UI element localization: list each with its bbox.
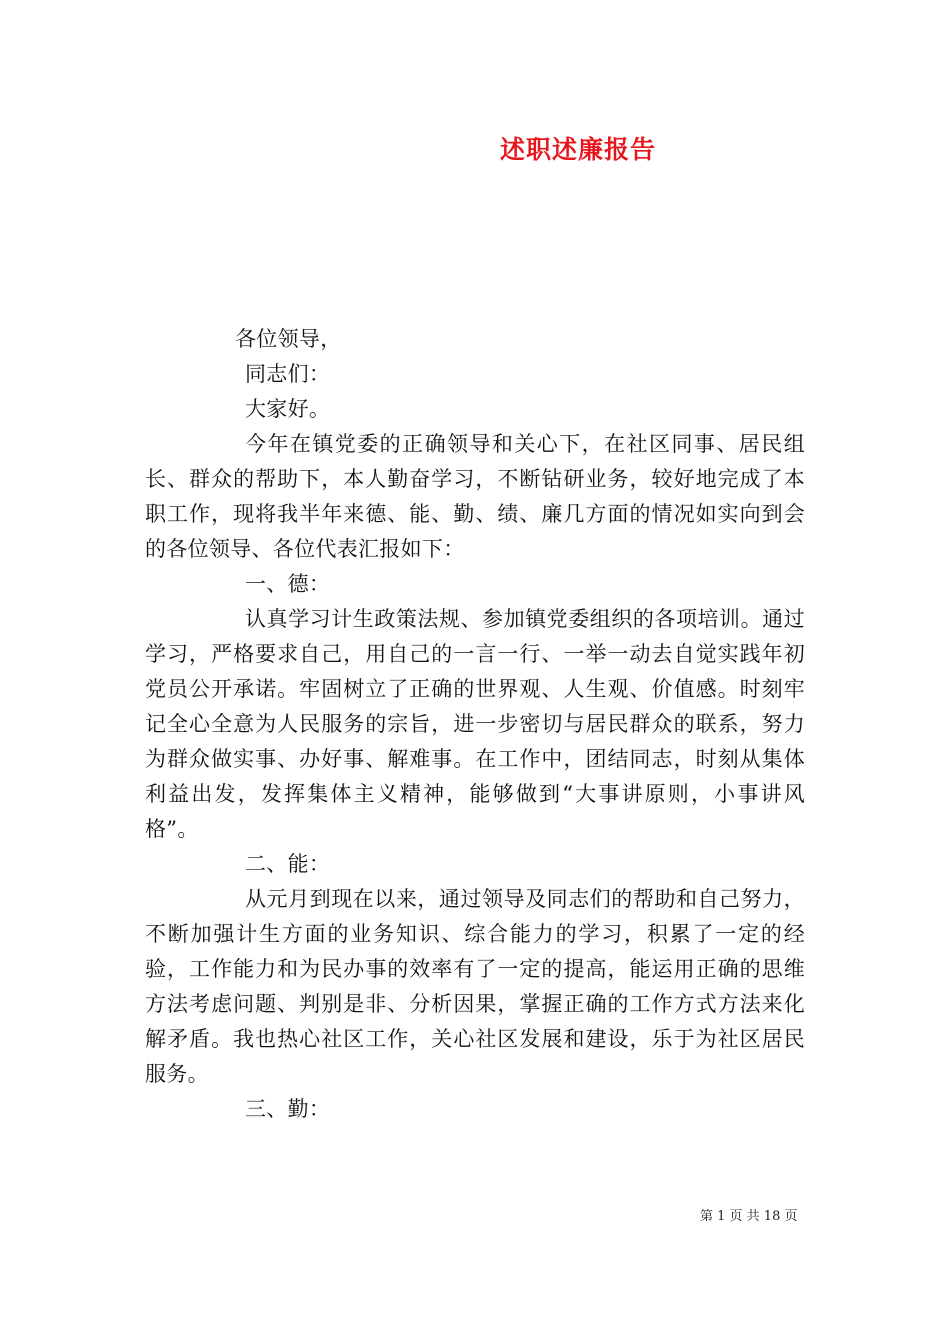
section-text-ability: 从元月到现在以来，通过领导及同志们的帮助和自己努力，不断加强计生方面的业务知识、综合能力的学习，积累了一定的经验，工作能力和为民办事的效率有了一定的提高，能运用正确的思维方法考虑问题、判别是非、分析因果，掌握正确的工作方式方法来化解矛盾。我也热心社区工作，关心社区发展和建设，乐于为社区居民服务。 (145, 887, 805, 1086)
salutation-comrades: 同志们： (245, 362, 331, 386)
document-body (145, 322, 805, 1127)
page-footer: 第 1 页 共 18 页 (700, 1209, 798, 1224)
intro-paragraph: 今年在镇党委的正确领导和关心下，在社区同事、居民组长、群众的帮助下，本人勤奋学习，不断钻研业务，较好地完成了本职工作，现将我半年来德、能、勤、绩、廉几方面的情况如实向到会的各位领导、各位代表汇报如下： (145, 432, 805, 561)
document-title: 述职述廉报告 (499, 135, 656, 164)
section-text-virtue: 认真学习计生政策法规、参加镇党委组织的各项培训。通过学习，严格要求自己，用自己的一言一行、一举一动去自觉实践年初党员公开承诺。牢固树立了正确的世界观、人生观、价值感。时刻牢记全心全意为人民服务的宗旨，进一步密切与居民群众的联系，努力为群众做实事、办好事、解难事。在工作中，团结同志，时刻从集体利益出发，发挥集体主义精神，能够做到“大事讲原则，小事讲风格”。 (145, 607, 805, 841)
salutation-leaders: 各位领导， (235, 327, 342, 351)
section-heading-ability: 二、能： (245, 852, 331, 876)
greeting: 大家好。 (245, 397, 331, 421)
section-heading-virtue: 一、德： (245, 572, 331, 596)
section-heading-diligence: 三、勤： (245, 1097, 331, 1121)
